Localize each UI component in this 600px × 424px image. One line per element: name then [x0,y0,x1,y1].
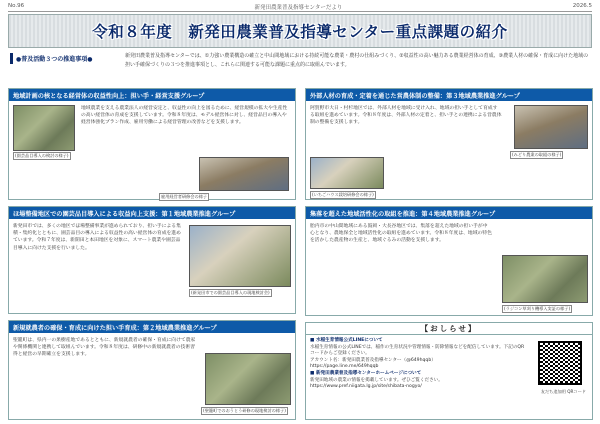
section-photo-2 [310,157,384,189]
section-regional-revitalization [305,206,593,316]
line-url-link[interactable]: https://page.line.me/649hqqb [310,364,379,370]
section-photo-1 [514,105,588,149]
top-bar [8,3,592,12]
section-photo-caption: (いちごハウス栽培研修会の様子) [312,192,374,197]
newsletter-name: 新発田農業普及指導センターだより [254,5,343,11]
notice-box [305,322,593,420]
issue-date: 2026.5 [572,3,592,9]
section-body: 新発田市では、多くの地区でほ場整備事業が進められており、担い手による集積・集約化とともに、園芸品目の導入による収益性の高い経営体の育成を進めています。令和７年度は、新開田と本田地区を対象に、スマート農業や園芸品目導入に向けた支援を行いました。 [13,224,181,251]
issue-number: No.96 [8,3,25,9]
qr-caption: 友だち追加用 QRコード [540,389,586,394]
section-photo-caption: (新発田市での園芸品目導入の現地検討会) [191,290,270,295]
section-heading: 集落を超えた地域活性化の取組を推進：第４地域農業推進グループ [306,207,592,219]
page-title: 令和８年度 新発田農業普及指導センター重点課題の紹介 [92,23,508,41]
section-body: 地域農業を支える農業法人の経営安定と、収益性の向上を図るために、経営規模の拡大や生産性の高い経営体の育成を支援しています。令和８年度は、モデル経営体に対し、経営品目の導入や経営体強化プラン作成、雇用労働による経営管理の改善などを支援します。 [81,106,288,126]
section-field-improvement [8,206,296,314]
section-new-farmers [8,320,296,420]
section-body: 阿賀野市大日・村杉地区では、外部人材を地域に受け入れ、地域の担い手として育成する取組を進めています。令和８年度は、外部人材の定着と、担い手との連携による営農体制の整備を支援します。 [310,106,502,126]
section-photo [205,353,291,405]
section-photo [502,255,588,303]
section-photo-1 [13,105,75,151]
notice-body [310,338,525,391]
section-photo-caption: 雇用経営者研修会の様子 [161,194,208,199]
section-photo-caption: (ラジコン草刈り機導入実証の様子) [504,306,571,311]
section-body: 胎内市の中山間地域にある鼓岡・大長谷地区では、集落を超えた地域の担い手が中心となり、農地保全と地域活性化の取組を進めています。令和８年度は、地域の特色を活かした農産物の生産と、地域ぐるみの活動を支援します。 [310,224,492,244]
section-heading: 新規就農者の確保・育成に向けた担い手育成：第２地域農業推進グループ [9,321,295,333]
section-management-support [8,88,296,200]
section-heading: 地域計画の核となる経営体の収益性向上：担い手・経営支援グループ [9,89,295,101]
section-heading: 外部人材の育成・定着を通じた営農体制の整備：第３地域農業推進グループ [306,89,592,101]
section-external-talent [305,88,593,200]
line-info-text: 水稲生育情報の公式LINEでは、稲作の生育状況や管理情報・防除情報などを配信しています。下記のQRコードからご登録ください。 [310,344,525,357]
homepage-text: 新発田地域の農業の情報を掲載しています。ぜひご覧ください。 [310,377,443,383]
notice-title: 【おしらせ】 [306,323,592,335]
section-photo [189,225,291,287]
section-photo-caption: (みどり農業の取組の様子) [512,152,562,157]
line-account: アカウント名：新発田農業普及指導センター（@649hqqb） [310,357,436,363]
line-info-title: ■ 水稲生育情報公式LINEについて [310,338,383,343]
title-banner [8,14,592,48]
intro-text: 新発田農業普及指導センターでは、①力強い農業構造の確立と中山間地域における持続可能な農業・農村の仕組みづくり、②収益性の高い魅力ある農業経営体の育成、③農業人材の確保・育成に向けた地域の担い手確保づくりの３つを推進事項とし、これらに関連する可能な課題に重点的に取組んでいます。 [125,53,589,68]
section-body: 聖籠町は、県内一の果樹産地であるとともに、新規就農者の確保・育成に向けて農家や関係機関と連携して取組んでいます。令和８年度は、研修中の新規就農者の技術習得と経営の早期確立を支援します。 [13,338,196,358]
homepage-title: ■ 新発田農業普及指導センターホームページについて [310,370,422,376]
section-photo-caption: (園芸品目導入の検討の様子) [15,153,69,158]
section-photo-caption: (聖籠町でのおうとう研修の現地検討の様子) [203,408,286,413]
intro-label: ●普及活動３つの推進事項● [10,53,95,64]
qr-code-icon[interactable] [538,341,582,385]
homepage-url-link[interactable]: https://www.pref.niigata.lg.jp/site/shibata-nogyo/ [310,384,422,390]
section-heading: ほ場整備地区での園芸品目導入による収益向上支援：第１地域農業推進グループ [9,207,295,219]
section-photo-2 [199,157,289,191]
